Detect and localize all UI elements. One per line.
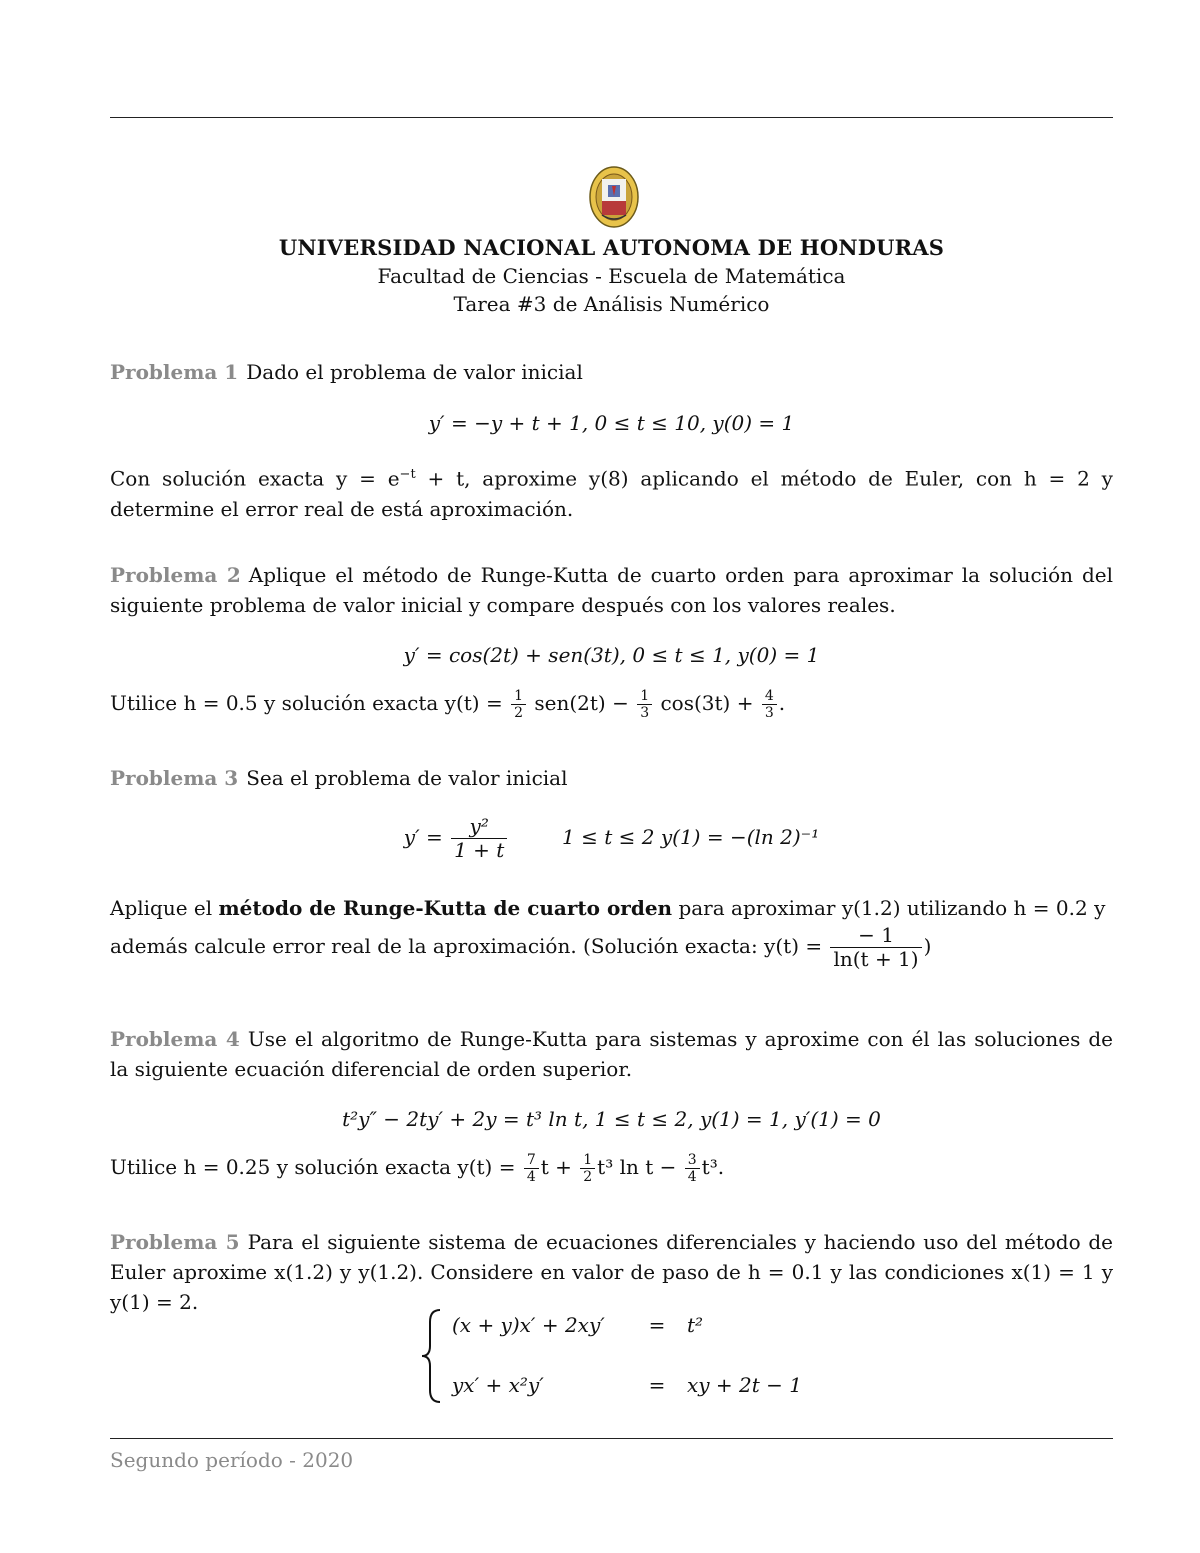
- problem-3-solution-fraction: [830, 924, 921, 971]
- fraction-denominator: 4: [526, 1169, 536, 1186]
- problem-3-equation: [110, 815, 1113, 862]
- fraction-denominator: 2: [514, 705, 524, 722]
- problem-3-intro: [110, 763, 1113, 793]
- problem-1-statement: [110, 460, 1113, 524]
- problem-1-equation: y′ = −y + t + 1, 0 ≤ t ≤ 10, y(0) = 1: [428, 411, 795, 435]
- problem-3-label: Problema 3: [110, 766, 239, 790]
- problem-2-text-d: .: [778, 691, 786, 716]
- problem-3-statement-2: [110, 924, 1113, 971]
- problem-1-text-b: + t, aproxime y(8) aplicando el método de Euler, con h = 2 y determine el error real de está aproximación.: [110, 466, 1113, 521]
- system-row-1-lhs: (x + y)x′ + 2xy′: [452, 1313, 605, 1337]
- problem-1-intro-text: Dado el problema de valor inicial: [246, 360, 583, 384]
- problem-3-eq-lhs: y′ =: [403, 825, 443, 849]
- problem-3-text-d: ): [923, 934, 932, 958]
- problem-3-text-a: Aplique el: [110, 896, 219, 920]
- fraction-numerator: 1: [637, 688, 652, 705]
- fraction-denominator: ln(t + 1): [833, 947, 919, 971]
- problem-4-text-d: t³.: [701, 1155, 725, 1180]
- problem-2-fraction-1: [511, 688, 526, 721]
- system-row-2-rhs: xy + 2t − 1: [687, 1373, 803, 1397]
- fraction-numerator: 1: [511, 688, 526, 705]
- problem-3-eq-rest: 1 ≤ t ≤ 2 y(1) = −(ln 2)⁻¹: [562, 825, 820, 849]
- problem-3-text-c: además calcule error real de la aproximación. (Solución exacta: y(t) =: [110, 934, 829, 958]
- fraction-numerator: 3: [685, 1152, 700, 1169]
- problem-1-exponent: −t: [399, 467, 416, 482]
- problem-5-label: Problema 5: [110, 1230, 240, 1254]
- university-name: UNIVERSIDAD NACIONAL AUTONOMA DE HONDURAS: [278, 235, 945, 260]
- fraction-denominator: 4: [687, 1169, 697, 1186]
- fraction-numerator: 1: [580, 1152, 595, 1169]
- problem-2-statement: [110, 688, 1113, 721]
- problem-4-equation: t²y″ − 2ty′ + 2y = t³ ln t, 1 ≤ t ≤ 2, y(1) = 1, y′(1) = 0: [342, 1107, 881, 1131]
- problem-3-intro-text: Sea el problema de valor inicial: [246, 766, 568, 790]
- problem-2-text-a: Utilice h = 0.5 y solución exacta y(t) =: [110, 691, 510, 716]
- footer-period: Segundo período - 2020: [110, 1448, 354, 1472]
- system-row-2-lhs: yx′ + x²y′: [452, 1373, 544, 1397]
- problem-5-intro: [110, 1227, 1113, 1317]
- problem-4-text-a: Utilice h = 0.25 y solución exacta y(t) =: [110, 1155, 522, 1180]
- problem-3-bold-method: método de Runge-Kutta de cuarto orden: [218, 896, 673, 920]
- fraction-numerator: 7: [524, 1152, 539, 1169]
- assignment-title: Tarea #3 de Análisis Numérico: [453, 292, 770, 316]
- problem-1-text-a: Con solución exacta y = e: [110, 466, 400, 491]
- fraction-denominator: 3: [764, 705, 774, 722]
- left-brace-icon: [420, 1308, 444, 1404]
- problem-4-intro-text: Use el algoritmo de Runge-Kutta para sistemas y aproxime con él las soluciones de la siguiente ecuación diferencial de orden superior.: [110, 1027, 1113, 1081]
- top-rule: [110, 117, 1113, 118]
- problem-2-label: Problema 2: [110, 563, 241, 587]
- system-row-1-equals: =: [648, 1313, 666, 1337]
- problem-2-text-c: cos(3t) +: [654, 691, 760, 716]
- problem-2-intro: [110, 560, 1113, 620]
- problem-4-intro: [110, 1024, 1113, 1084]
- fraction-denominator: 2: [583, 1169, 593, 1186]
- problem-4-fraction-1: [524, 1152, 539, 1185]
- problem-2-fraction-2: [637, 688, 652, 721]
- problem-3-text-b: para aproximar y(1.2) utilizando h = 0.2 y: [672, 896, 1106, 920]
- problem-2-equation: y′ = cos(2t) + sen(3t), 0 ≤ t ≤ 1, y(0) = 1: [403, 643, 820, 667]
- problem-4-fraction-2: [580, 1152, 595, 1185]
- problem-4-text-b: t +: [540, 1155, 579, 1180]
- problem-4-text-c: t³ ln t −: [597, 1155, 683, 1180]
- problem-5-system: [420, 1308, 840, 1404]
- fraction-denominator: 3: [640, 705, 650, 722]
- fraction-numerator: 4: [762, 688, 777, 705]
- fraction-denominator: 1 + t: [454, 838, 505, 862]
- problem-5-intro-text: Para el siguiente sistema de ecuaciones diferenciales y haciendo uso del método de Euler aproxime x(1.2) y y(1.2). Considere en valor de paso de h = 0.1 y las condiciones x(1) = 1 y y(1) = 2.: [110, 1230, 1113, 1314]
- problem-3-eq-fraction: [451, 815, 507, 862]
- system-row-1-rhs: t²: [687, 1313, 704, 1337]
- problem-3-statement-1: [110, 893, 1113, 923]
- university-seal-logo: [588, 165, 640, 229]
- problem-1-label: Problema 1: [110, 360, 239, 384]
- problem-4-label: Problema 4: [110, 1027, 240, 1051]
- problem-1-intro: [110, 357, 1113, 387]
- problem-4-fraction-3: [685, 1152, 700, 1185]
- problem-2-intro-text: Aplique el método de Runge-Kutta de cuarto orden para aproximar la solución del siguiente problema de valor inicial y compare después con los valores reales.: [110, 563, 1113, 617]
- fraction-numerator: − 1: [830, 924, 921, 948]
- bottom-rule: [110, 1438, 1113, 1439]
- problem-4-statement: [110, 1152, 1113, 1185]
- problem-2-fraction-3: [762, 688, 777, 721]
- system-row-2-equals: =: [648, 1373, 666, 1397]
- faculty-name: Facultad de Ciencias - Escuela de Matemática: [377, 264, 846, 288]
- fraction-numerator: y²: [451, 815, 507, 839]
- problem-2-text-b: sen(2t) −: [528, 691, 636, 716]
